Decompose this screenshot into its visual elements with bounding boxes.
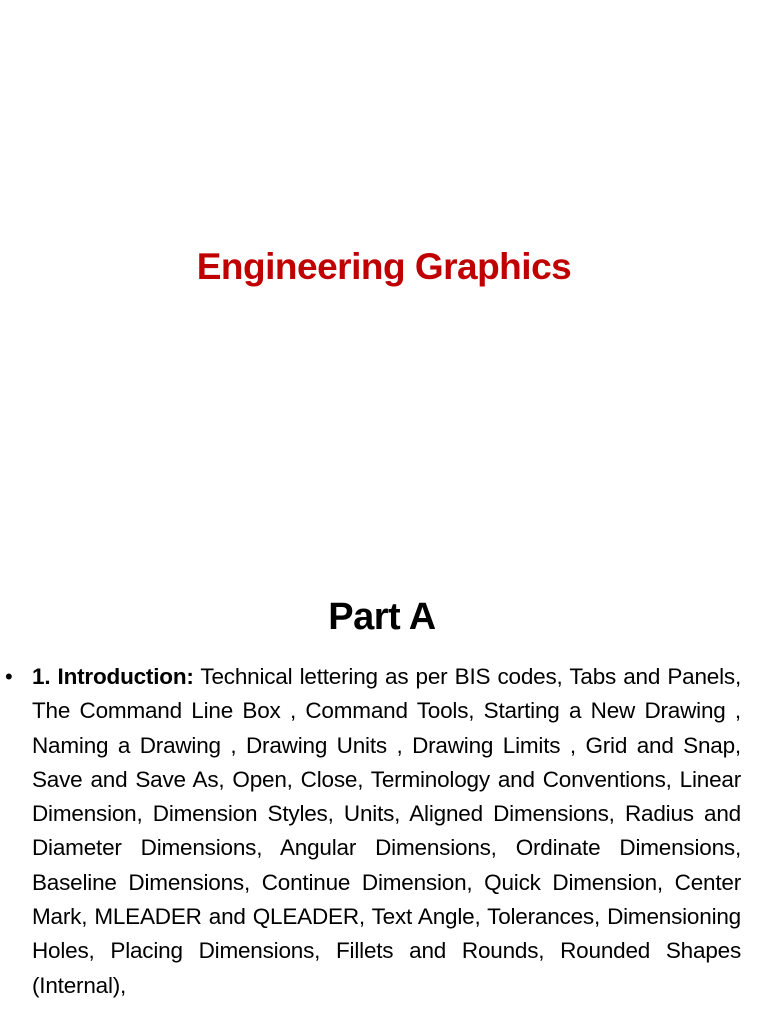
bullet-list xyxy=(0,660,768,1003)
bullet-body: Technical lettering as per BIS codes, Tabs and Panels, The Command Line Box , Command Tools, Starting a New Drawing , Naming a Drawing , Drawing Units , Drawing Limits , Grid and Snap, Save and Save As, Open, Close, Terminology and Conventions, Linear Dimension, Dimension Styles, Units, Aligned Dimensions, Radius and Diameter Dimensions, Angular Dimensions, Ordinate Dimensions, Baseline Dimensions, Continue Dimension, Quick Dimension, Center Mark, MLEADER and QLEADER, Text Angle, Tolerances, Dimensioning Holes, Placing Dimensions, Fillets and Rounds, Rounded Shapes (Internal), xyxy=(32,664,741,998)
bullet-heading: 1. Introduction: xyxy=(32,664,194,689)
part-heading: Part A xyxy=(328,596,436,638)
list-item xyxy=(0,660,768,1003)
bullet-icon: • xyxy=(5,664,13,689)
slide-title: Engineering Graphics xyxy=(196,246,572,287)
